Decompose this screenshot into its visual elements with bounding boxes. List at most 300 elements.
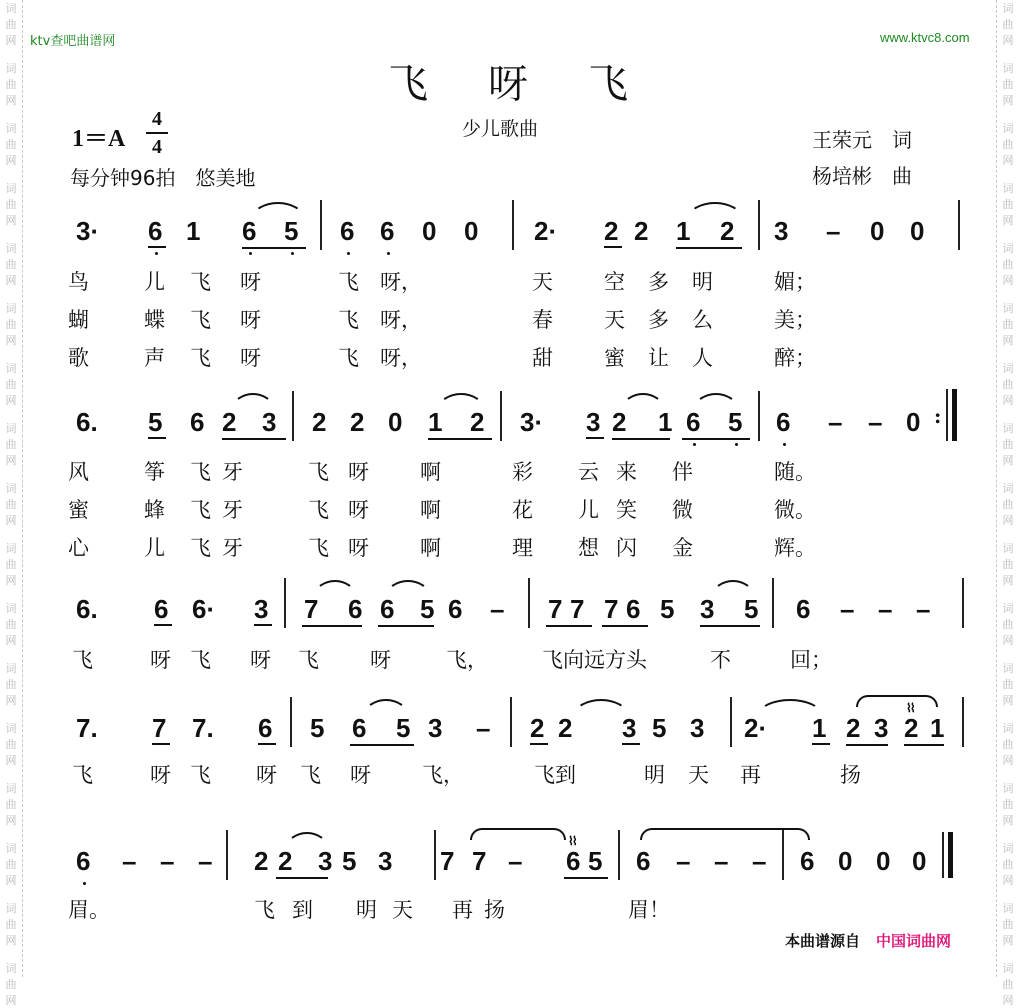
barline: [512, 200, 514, 250]
slur-arc: [694, 393, 738, 409]
lyric-syllable: 心: [68, 536, 89, 560]
note: 3: [378, 846, 393, 876]
beam-underline: [276, 877, 328, 879]
note: 6: [148, 216, 163, 246]
note: 5: [744, 594, 759, 624]
dash-note: –: [916, 594, 931, 624]
watermark-char: 词: [5, 2, 17, 15]
watermark-char: 网: [5, 154, 17, 167]
lyric-syllable: 理: [512, 536, 533, 560]
trill-mark: ⌇⌇: [906, 701, 914, 715]
lyric-syllable: 飞: [190, 308, 211, 332]
lyric-syllable: 飞: [190, 346, 211, 370]
beam-underline: [904, 744, 944, 746]
watermark-char: 曲: [1002, 978, 1014, 991]
note: 5: [284, 216, 299, 246]
lyric-syllable: 蝴: [68, 308, 89, 332]
note: 3: [586, 407, 601, 437]
lyric-syllable: 微: [672, 498, 693, 522]
barline: [730, 697, 732, 747]
watermark-char: 网: [5, 694, 17, 707]
note: 6: [190, 407, 205, 437]
note-underline: [812, 743, 830, 745]
note: 3: [318, 846, 333, 876]
lyric-syllable: 眉。: [68, 898, 110, 922]
key-signature: 1＝A: [72, 126, 126, 152]
note: 7: [548, 594, 563, 624]
beam-underline: [846, 744, 888, 746]
slur-arc: [386, 580, 430, 596]
dash-note: –: [198, 846, 213, 876]
lyric-syllable: 呀: [240, 270, 261, 294]
watermark-char: 曲: [5, 438, 17, 451]
note: 6·: [192, 594, 216, 624]
watermark-char: 曲: [1002, 678, 1014, 691]
note: 7.: [76, 713, 98, 743]
slur-arc: [232, 393, 274, 409]
note: 2: [904, 713, 919, 743]
lyric-syllable: 牙: [222, 498, 243, 522]
note: 6: [76, 846, 91, 876]
low-octave-dot: [249, 252, 252, 255]
dash-note: –: [840, 594, 855, 624]
lyric-syllable: 扬: [840, 763, 861, 787]
watermark-char: 网: [1002, 34, 1014, 47]
final-bar: [948, 832, 953, 878]
note: 1: [676, 216, 691, 246]
lyric-syllable: 媚；: [774, 270, 816, 294]
lyric-syllable: 风: [68, 460, 89, 484]
watermark-char: 词: [5, 362, 17, 375]
watermark-char: 词: [1002, 422, 1014, 435]
note: 1: [812, 713, 827, 743]
watermark-char: 曲: [1002, 558, 1014, 571]
watermark-char: 网: [1002, 694, 1014, 707]
beam-underline: [546, 625, 592, 627]
watermark-char: 词: [5, 842, 17, 855]
watermark-char: 曲: [5, 258, 17, 271]
note: 0: [464, 216, 479, 246]
beam-underline: [378, 625, 434, 627]
slur-arc: [712, 580, 754, 596]
watermark-char: 词: [5, 782, 17, 795]
watermark-char: 网: [1002, 574, 1014, 587]
note: 2: [470, 407, 485, 437]
tie-arc: [470, 828, 566, 840]
note: 5: [588, 846, 603, 876]
watermark-char: 网: [5, 994, 17, 1007]
watermark-char: 网: [5, 34, 17, 47]
note: 2: [846, 713, 861, 743]
low-octave-dot: [693, 443, 696, 446]
watermark-char: 词: [5, 662, 17, 675]
watermark-char: 曲: [5, 198, 17, 211]
note: 7: [604, 594, 619, 624]
note: 3: [254, 594, 269, 624]
note: 2: [634, 216, 649, 246]
note: 5: [342, 846, 357, 876]
dash-note: –: [714, 846, 729, 876]
watermark-char: 网: [1002, 814, 1014, 827]
watermark-char: 曲: [1002, 78, 1014, 91]
watermark-char: 曲: [1002, 798, 1014, 811]
barline: [782, 830, 784, 880]
barline: [962, 578, 964, 628]
watermark-char: 词: [5, 62, 17, 75]
barline: [226, 830, 228, 880]
watermark-char: 曲: [5, 618, 17, 631]
note: 1: [186, 216, 201, 246]
watermark-char: 曲: [1002, 138, 1014, 151]
beam-underline: [350, 744, 414, 746]
lyric-syllable: 筝: [144, 460, 165, 484]
slur-arc: [688, 202, 742, 218]
watermark-char: 词: [1002, 362, 1014, 375]
note: 6: [242, 216, 257, 246]
lyric-syllable: 飞: [338, 346, 359, 370]
lyric-syllable: 人: [692, 346, 713, 370]
watermark-char: 曲: [5, 558, 17, 571]
barline: [946, 389, 948, 441]
low-octave-dot: [291, 252, 294, 255]
watermark-char: 网: [1002, 274, 1014, 287]
watermark-char: 曲: [5, 318, 17, 331]
barline: [758, 391, 760, 441]
lyric-syllable: 牙: [222, 536, 243, 560]
beam-underline: [682, 438, 750, 440]
watermark-char: 曲: [5, 498, 17, 511]
lyric-syllable: 声: [144, 346, 165, 370]
lyric-syllable: 蜂: [144, 498, 165, 522]
note-underline: [586, 437, 604, 439]
lyric-syllable: 呀: [348, 460, 369, 484]
dash-note: –: [122, 846, 137, 876]
note: 3: [262, 407, 277, 437]
lyric-syllable: 空: [604, 270, 625, 294]
lyric-syllable: 飞: [338, 308, 359, 332]
low-octave-dot: [783, 443, 786, 446]
lyric-syllable: 明: [692, 270, 713, 294]
watermark-char: 曲: [5, 78, 17, 91]
watermark-char: 网: [1002, 994, 1014, 1007]
lyric-syllable: 云: [578, 460, 599, 484]
lyric-syllable: 飞: [190, 498, 211, 522]
note: 5: [420, 594, 435, 624]
note: 3: [622, 713, 637, 743]
watermark-char: 词: [1002, 542, 1014, 555]
note: 2: [350, 407, 365, 437]
watermark-char: 网: [1002, 634, 1014, 647]
lyric-syllable: 回；: [790, 648, 832, 672]
slur-arc: [286, 832, 328, 848]
lyric-syllable: 随。: [774, 460, 816, 484]
note-underline: [258, 743, 276, 745]
watermark-char: 词: [5, 542, 17, 555]
slur-arc: [364, 699, 408, 715]
lyric-syllable: 呀: [150, 648, 171, 672]
barline: [284, 578, 286, 628]
note: 6: [800, 846, 815, 876]
note: 2: [604, 216, 619, 246]
beam-underline: [428, 438, 492, 440]
note-underline: [148, 437, 166, 439]
lyric-syllable: 蜜: [604, 346, 625, 370]
time-denominator: 4: [152, 136, 162, 158]
low-octave-dot: [387, 252, 390, 255]
note-underline: [604, 246, 622, 248]
lyric-syllable: 啊: [420, 460, 441, 484]
watermark-char: 网: [1002, 514, 1014, 527]
trill-mark: ⌇⌇: [568, 834, 576, 848]
lyric-syllable: 飞: [308, 536, 329, 560]
lyric-syllable: 春: [532, 308, 553, 332]
barline: [510, 697, 512, 747]
lyric-syllable: 飞: [190, 460, 211, 484]
watermark-char: 网: [1002, 754, 1014, 767]
barline: [758, 200, 760, 250]
lyric-syllable: 儿: [144, 536, 165, 560]
note: 3: [700, 594, 715, 624]
beam-underline: [676, 247, 742, 249]
note: 6: [380, 594, 395, 624]
note: 2: [254, 846, 269, 876]
note: 6: [348, 594, 363, 624]
note: 7: [570, 594, 585, 624]
barline: [290, 697, 292, 747]
note: 5: [310, 713, 325, 743]
watermark-char: 网: [1002, 454, 1014, 467]
watermark-char: 曲: [1002, 318, 1014, 331]
note-underline: [530, 743, 548, 745]
dash-note: –: [160, 846, 175, 876]
note: 6: [686, 407, 701, 437]
site-watermark-left: ktv查吧曲谱网: [30, 34, 116, 49]
dash-note: –: [878, 594, 893, 624]
note: 3: [774, 216, 789, 246]
watermark-strip-right: [996, 0, 1016, 1007]
watermark-char: 网: [1002, 154, 1014, 167]
lyric-syllable: 美；: [774, 308, 816, 332]
lyric-syllable: 飞: [190, 536, 211, 560]
watermark-char: 词: [1002, 2, 1014, 15]
lyric-syllable: 扬: [484, 898, 505, 922]
watermark-char: 网: [1002, 934, 1014, 947]
note: 3·: [520, 407, 544, 437]
watermark-char: 网: [5, 514, 17, 527]
repeat-dots: :: [934, 404, 942, 428]
note: 5: [652, 713, 667, 743]
note: 2: [312, 407, 327, 437]
note-underline: [622, 743, 640, 745]
note: 3: [690, 713, 705, 743]
watermark-char: 曲: [5, 918, 17, 931]
dash-note: –: [868, 407, 883, 437]
note: 6: [796, 594, 811, 624]
watermark-char: 曲: [1002, 858, 1014, 871]
lyric-syllable: 再: [452, 898, 473, 922]
tempo-marking: 每分钟96拍 悠美地: [70, 166, 256, 190]
slur-arc: [622, 393, 664, 409]
watermark-char: 曲: [1002, 378, 1014, 391]
note: 0: [906, 407, 921, 437]
watermark-char: 词: [5, 722, 17, 735]
dash-note: –: [826, 216, 841, 246]
lyric-syllable: 明: [356, 898, 377, 922]
note-underline: [154, 624, 172, 626]
slur-arc: [314, 580, 356, 596]
source-brand-link[interactable]: 中国词曲网: [876, 932, 952, 950]
composer-credit: 杨培彬 曲: [812, 164, 912, 188]
watermark-char: 曲: [5, 138, 17, 151]
low-octave-dot: [155, 252, 158, 255]
watermark-char: 词: [1002, 62, 1014, 75]
watermark-char: 词: [5, 182, 17, 195]
watermark-char: 词: [5, 422, 17, 435]
note: 1: [930, 713, 945, 743]
slur-arc: [758, 699, 822, 715]
lyric-syllable: 金: [672, 536, 693, 560]
lyric-syllable: 呀: [256, 763, 277, 787]
lyric-syllable: 牙: [222, 460, 243, 484]
watermark-char: 词: [5, 302, 17, 315]
lyric-syllable: 不: [710, 648, 731, 672]
lyric-syllable: 伴: [672, 460, 693, 484]
lyric-syllable: 呀: [348, 536, 369, 560]
lyric-syllable: 呀，: [380, 308, 422, 332]
watermark-char: 曲: [5, 378, 17, 391]
lyric-syllable: 呀: [348, 498, 369, 522]
watermark-char: 词: [1002, 722, 1014, 735]
watermark-char: 词: [1002, 902, 1014, 915]
watermark-char: 曲: [5, 978, 17, 991]
watermark-char: 词: [1002, 182, 1014, 195]
lyric-syllable: 蝶: [144, 308, 165, 332]
note: 7: [472, 846, 487, 876]
watermark-char: 网: [1002, 874, 1014, 887]
note: 1: [428, 407, 443, 437]
lyric-syllable: 呀，: [380, 270, 422, 294]
lyric-syllable: 多: [648, 270, 669, 294]
lyric-syllable: 到: [292, 898, 313, 922]
dash-note: –: [828, 407, 843, 437]
note-underline: [148, 246, 166, 248]
beam-underline: [602, 625, 648, 627]
time-divider: [146, 132, 168, 134]
lyric-syllable: 辉。: [774, 536, 816, 560]
watermark-char: 词: [1002, 482, 1014, 495]
note-underline: [152, 743, 170, 745]
lyric-syllable: 飞: [308, 460, 329, 484]
watermark-char: 词: [5, 242, 17, 255]
watermark-char: 词: [1002, 962, 1014, 975]
lyric-syllable: 醉；: [774, 346, 816, 370]
lyric-syllable: 飞向远方头: [542, 648, 647, 672]
note: 3: [874, 713, 889, 743]
lyric-syllable: 呀: [240, 346, 261, 370]
watermark-char: 曲: [1002, 258, 1014, 271]
watermark-char: 曲: [5, 798, 17, 811]
lyric-syllable: 儿: [578, 498, 599, 522]
note: 6: [636, 846, 651, 876]
note: 7.: [192, 713, 214, 743]
note: 0: [910, 216, 925, 246]
watermark-char: 网: [5, 334, 17, 347]
lyric-syllable: 甜: [532, 346, 553, 370]
barline: [292, 391, 294, 441]
note: 0: [422, 216, 437, 246]
note: 2: [530, 713, 545, 743]
low-octave-dot: [735, 443, 738, 446]
note: 1: [658, 407, 673, 437]
lyric-syllable: 飞到: [534, 763, 576, 787]
watermark-char: 曲: [5, 18, 17, 31]
source-label: 本曲谱源自: [785, 932, 861, 950]
beam-underline: [564, 877, 608, 879]
note: 6: [352, 713, 367, 743]
beam-underline: [242, 247, 306, 249]
lyric-syllable: 飞: [298, 648, 319, 672]
watermark-char: 词: [1002, 662, 1014, 675]
lyric-syllable: 想: [578, 536, 599, 560]
watermark-char: 网: [5, 634, 17, 647]
watermark-char: 网: [5, 454, 17, 467]
lyric-syllable: 呀: [370, 648, 391, 672]
lyric-syllable: 明: [644, 763, 665, 787]
dash-note: –: [490, 594, 505, 624]
lyric-syllable: 飞: [72, 763, 93, 787]
note: 7: [304, 594, 319, 624]
lyric-syllable: 飞: [308, 498, 329, 522]
watermark-char: 词: [5, 122, 17, 135]
note: 0: [876, 846, 891, 876]
watermark-char: 曲: [5, 858, 17, 871]
lyric-syllable: 花: [512, 498, 533, 522]
lyric-syllable: 蜜: [68, 498, 89, 522]
watermark-char: 曲: [1002, 498, 1014, 511]
barline: [618, 830, 620, 880]
watermark-char: 网: [5, 814, 17, 827]
lyricist-credit: 王荣元 词: [812, 128, 912, 152]
tie-arc: [856, 695, 938, 707]
lyric-syllable: 天: [688, 763, 709, 787]
barline: [772, 578, 774, 628]
lyric-syllable: 多: [648, 308, 669, 332]
lyric-syllable: 呀: [250, 648, 271, 672]
note: 7: [440, 846, 455, 876]
barline: [320, 200, 322, 250]
note: 2: [558, 713, 573, 743]
note: 2: [720, 216, 735, 246]
note: 3·: [76, 216, 100, 246]
watermark-char: 词: [1002, 602, 1014, 615]
watermark-char: 曲: [1002, 618, 1014, 631]
watermark-char: 网: [1002, 394, 1014, 407]
dash-note: –: [508, 846, 523, 876]
watermark-char: 曲: [1002, 18, 1014, 31]
watermark-char: 网: [5, 394, 17, 407]
lyric-syllable: 鸟: [68, 270, 89, 294]
end-repeat-bar: [952, 389, 957, 441]
watermark-char: 曲: [1002, 438, 1014, 451]
slur-arc: [252, 202, 304, 218]
note: 0: [388, 407, 403, 437]
barline: [500, 391, 502, 441]
barline: [942, 832, 944, 878]
lyric-syllable: 飞: [72, 648, 93, 672]
watermark-char: 词: [1002, 242, 1014, 255]
watermark-char: 词: [1002, 122, 1014, 135]
watermark-char: 曲: [5, 678, 17, 691]
